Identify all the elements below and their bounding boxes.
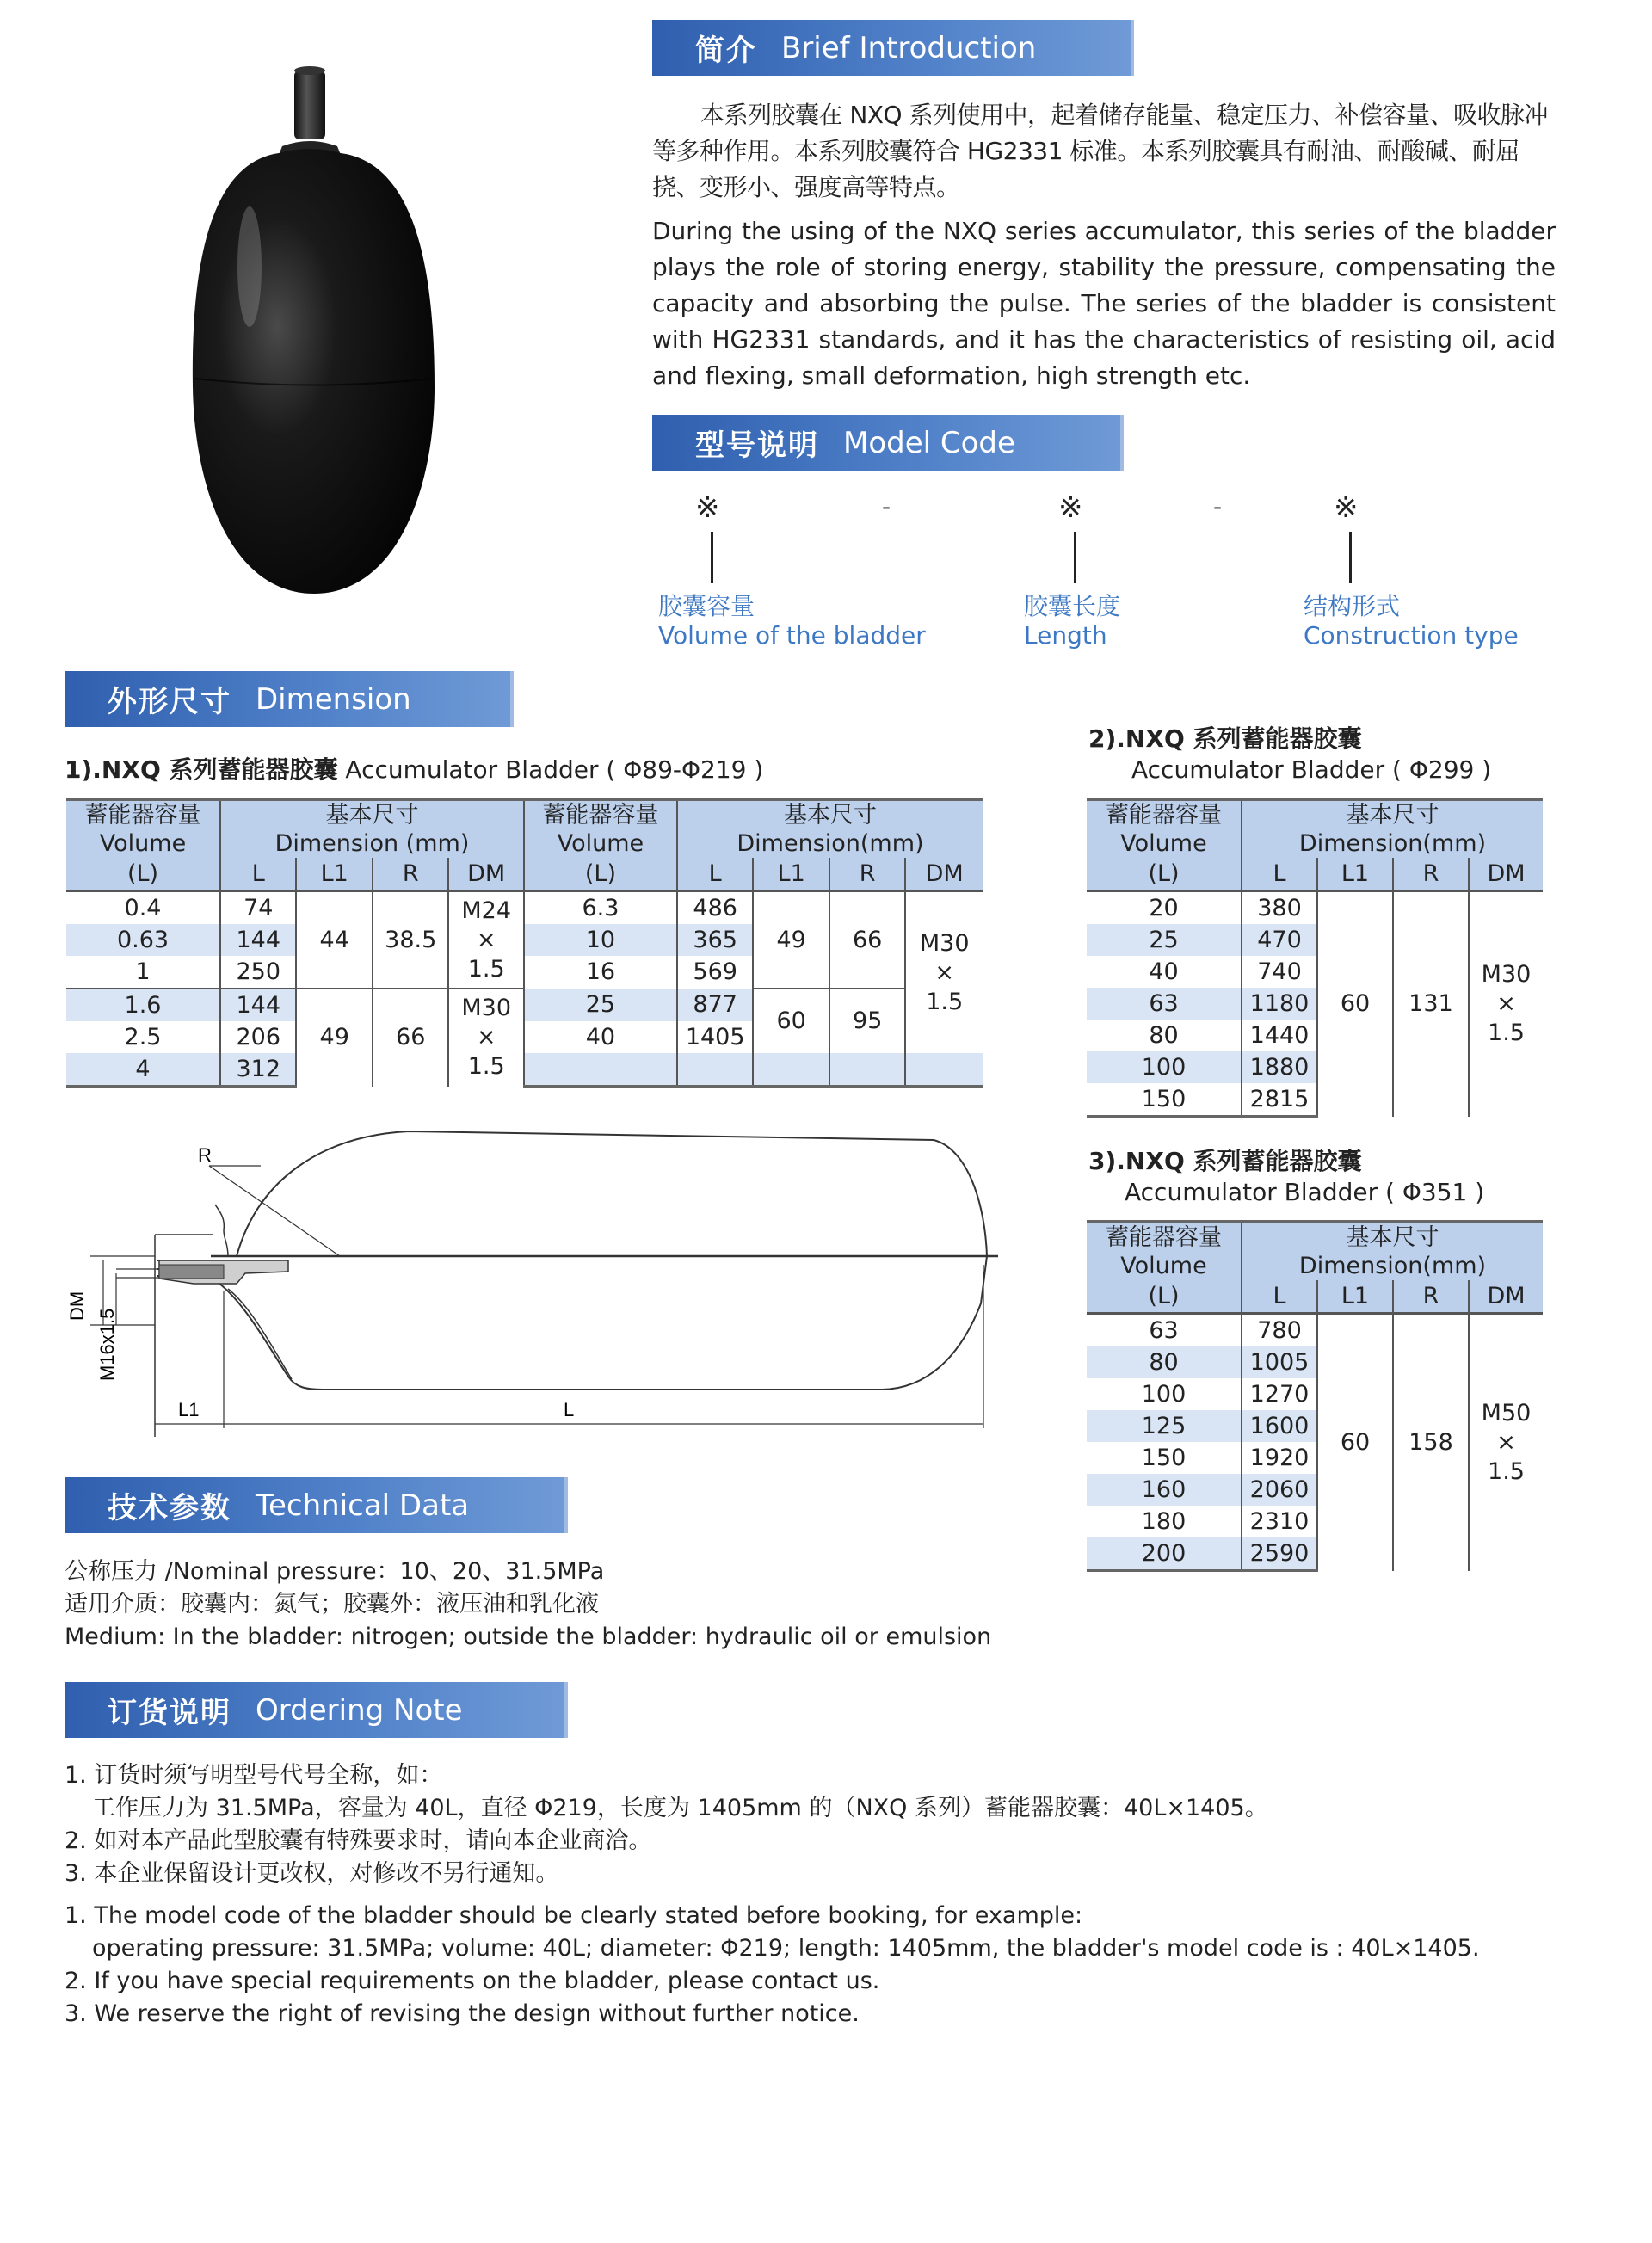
t3-h-volume: 蓄能器容量 Volume xyxy=(1087,1222,1242,1280)
order-zh-line-2: 工作压力为 31.5MPa，容量为 40L，直径 Φ219，长度为 1405mm 的（NXQ 系列）蓄能器胶囊：40L×1405。 xyxy=(92,1795,1268,1821)
bladder-photo xyxy=(172,60,465,602)
t1-h-L1-2: L1 xyxy=(753,858,829,891)
t1-h-DM-2: DM xyxy=(905,858,983,891)
t2-h-basic: 基本尺寸 Dimension(mm) xyxy=(1242,799,1543,858)
t1-cell: 60 xyxy=(753,989,829,1053)
table1-title-zh: 1).NXQ 系列蓄能器胶囊 xyxy=(65,755,338,784)
t1-cell: 10 xyxy=(524,924,677,956)
t3-h-R: R xyxy=(1393,1280,1469,1314)
t1-cell: 66 xyxy=(829,891,905,989)
tech-line-3: Medium: In the bladder: nitrogen; outside the bladder: hydraulic oil or emulsion xyxy=(65,1624,992,1650)
t1-cell: 1405 xyxy=(677,1021,753,1053)
model-code-dash-1: - xyxy=(882,492,891,521)
table3-title xyxy=(1088,1146,1484,1208)
drawing-label-L: L xyxy=(564,1399,575,1420)
t1-cell: 206 xyxy=(220,1021,296,1053)
table-row xyxy=(66,1053,983,1087)
model-code-label-length-en: Length xyxy=(1024,621,1107,650)
table-row xyxy=(66,989,983,1021)
t3-cell: 150 xyxy=(1087,1442,1242,1474)
order-en-line-3: 2. If you have special requirements on the bladder, please contact us. xyxy=(65,1968,880,1994)
model-code-label-volume xyxy=(658,592,926,650)
model-code-label-construction xyxy=(1304,592,1519,650)
intro-paragraph-zh: 本系列胶囊在 NXQ 系列使用中，起着储存能量、稳定压力、补偿容量、吸收脉冲等多种作用。本系列胶囊符合 HG2331 标准。本系列胶囊具有耐油、耐酸碱、耐屈挠、变形小、强度高等特点。 xyxy=(652,101,1548,201)
model-code-label-length xyxy=(1024,592,1120,650)
t1-cell-empty xyxy=(905,1053,983,1087)
model-code-symbol-1: ※ xyxy=(695,490,720,525)
t1-cell-empty xyxy=(753,1053,829,1087)
t2-cell: 20 xyxy=(1087,891,1242,925)
t2-cell: 1440 xyxy=(1242,1020,1317,1051)
model-code-dash-2: - xyxy=(1213,492,1223,521)
model-code-label-construction-en: Construction type xyxy=(1304,621,1519,650)
model-code-line-3 xyxy=(1349,532,1352,583)
t1-h-L: L xyxy=(220,858,296,891)
t1-cell: 2.5 xyxy=(66,1021,220,1053)
t3-cell: 180 xyxy=(1087,1506,1242,1537)
t2-cell: 60 xyxy=(1317,891,1393,1117)
t1-cell: 44 xyxy=(296,891,372,989)
t3-cell: 2590 xyxy=(1242,1537,1317,1571)
t1-cell: 486 xyxy=(677,891,753,925)
t2-h-unit: (L) xyxy=(1087,858,1242,891)
t3-cell: 2060 xyxy=(1242,1474,1317,1506)
t2-cell: 2815 xyxy=(1242,1083,1317,1117)
t3-cell: 160 xyxy=(1087,1474,1242,1506)
intro-paragraph-en: During the using of the NXQ series accumulator, this series of the bladder plays the role of storing energy, stability the pressure, compensating the capacity and absorbing the pulse. The series of the bladder is consistent with HG2331 standards, and it has the characteristics of resisting oil, acid and flexing, small deformation, high strength etc. xyxy=(652,217,1556,390)
t3-cell: M50 × 1.5 xyxy=(1481,1399,1532,1485)
model-code-symbol-3: ※ xyxy=(1334,490,1359,525)
table1-title-en: Accumulator Bladder ( Φ89-Φ219 ) xyxy=(337,755,764,784)
order-zh-line-3: 2. 如对本产品此型胶囊有特殊要求时，请向本企业商洽。 xyxy=(65,1827,652,1854)
table2-title xyxy=(1088,724,1491,786)
t3-h-basic: 基本尺寸 Dimension(mm) xyxy=(1242,1222,1543,1280)
t3-h-L: L xyxy=(1242,1280,1317,1314)
t2-cell: 40 xyxy=(1087,956,1242,988)
tech-line-2: 适用介质：胶囊内：氮气；胶囊外：液压油和乳化液 xyxy=(65,1591,599,1618)
t1-h-basic: 基本尺寸 Dimension (mm) xyxy=(220,799,524,858)
model-code-label-construction-zh: 结构形式 xyxy=(1304,592,1401,620)
t3-cell: 780 xyxy=(1242,1314,1317,1347)
t1-h-basic-2: 基本尺寸 Dimension(mm) xyxy=(677,799,983,858)
t1-cell-empty xyxy=(829,1053,905,1087)
intro-header xyxy=(652,20,1134,76)
t2-h-R: R xyxy=(1393,858,1469,891)
order-en-line-2: operating pressure: 31.5MPa; volume: 40L; diameter: Φ219; length: 1405mm, the bladder's model code is : 40L×1405. xyxy=(92,1935,1480,1962)
t3-cell: 80 xyxy=(1087,1346,1242,1378)
table-row xyxy=(1087,1314,1543,1347)
t1-cell: 74 xyxy=(220,891,296,925)
dimension-header xyxy=(65,671,514,727)
table3-title-en: Accumulator Bladder ( Φ351 ) xyxy=(1125,1178,1485,1206)
model-code-header-en: Model Code xyxy=(843,425,1015,460)
drawing-label-L1: L1 xyxy=(178,1399,200,1420)
t1-h-R: R xyxy=(373,858,448,891)
t3-cell: 63 xyxy=(1087,1314,1242,1347)
t2-h-L1: L1 xyxy=(1317,858,1393,891)
t1-h-volume: 蓄能器容量 Volume xyxy=(66,799,220,858)
bladder-drawing xyxy=(65,1118,1011,1437)
drawing-label-R: R xyxy=(198,1144,212,1166)
t2-h-L: L xyxy=(1242,858,1317,891)
t1-cell: 365 xyxy=(677,924,753,956)
t1-h-L1: L1 xyxy=(296,858,372,891)
t1-cell: 1 xyxy=(66,956,220,989)
drawing-label-DM: DM xyxy=(66,1291,88,1321)
t3-cell: 125 xyxy=(1087,1410,1242,1442)
t1-h-R-2: R xyxy=(829,858,905,891)
table2-title-zh: 2).NXQ 系列蓄能器胶囊 xyxy=(1088,724,1362,753)
order-header-zh: 订货说明 xyxy=(108,1696,231,1730)
model-code-label-length-zh: 胶囊长度 xyxy=(1024,592,1121,620)
table2-title-en: Accumulator Bladder ( Φ299 ) xyxy=(1131,755,1492,784)
t1-cell: 40 xyxy=(524,1021,677,1053)
model-code-line-1 xyxy=(711,532,713,583)
dimension-header-zh: 外形尺寸 xyxy=(108,685,231,719)
t1-cell: 877 xyxy=(677,989,753,1021)
order-header-en: Ordering Note xyxy=(256,1692,463,1728)
t1-cell: M24 × 1.5 xyxy=(448,891,523,989)
t3-cell: 60 xyxy=(1317,1314,1393,1571)
intro-header-en: Brief Introduction xyxy=(781,30,1037,65)
t1-cell: 25 xyxy=(524,989,677,1021)
t3-cell: 2310 xyxy=(1242,1506,1317,1537)
t1-cell: 16 xyxy=(524,956,677,989)
model-code-header-zh: 型号说明 xyxy=(695,428,819,463)
t2-cell: M30 × 1.5 xyxy=(1481,961,1532,1047)
t3-h-unit: (L) xyxy=(1087,1280,1242,1314)
model-code-line-2 xyxy=(1074,532,1076,583)
t1-h-unit: (L) xyxy=(66,858,220,891)
t3-h-DM: DM xyxy=(1469,1280,1543,1314)
order-zh-line-4: 3. 本企业保留设计更改权，对修改不另行通知。 xyxy=(65,1860,559,1887)
tech-header xyxy=(65,1477,568,1533)
t1-cell-empty xyxy=(677,1053,753,1087)
model-code-label-volume-en: Volume of the bladder xyxy=(658,621,926,650)
t1-cell: 250 xyxy=(220,956,296,989)
table3-title-zh: 3).NXQ 系列蓄能器胶囊 xyxy=(1088,1147,1362,1175)
t1-cell: 95 xyxy=(829,989,905,1053)
t1-cell: M30 × 1.5 xyxy=(448,989,523,1087)
table3 xyxy=(1087,1220,1543,1572)
t1-cell: 6.3 xyxy=(524,891,677,925)
t2-cell: 150 xyxy=(1087,1083,1242,1117)
order-zh-line-1: 1. 订货时须写明型号代号全称，如： xyxy=(65,1762,443,1789)
t1-cell: M30 × 1.5 xyxy=(919,929,970,1015)
t1-cell-empty xyxy=(524,1053,677,1087)
t1-cell: 4 xyxy=(66,1053,220,1087)
t2-h-volume: 蓄能器容量 Volume xyxy=(1087,799,1242,858)
t3-cell: 1270 xyxy=(1242,1378,1317,1410)
t3-cell: 158 xyxy=(1393,1314,1469,1571)
t1-cell: 1.6 xyxy=(66,989,220,1021)
t1-cell: 0.63 xyxy=(66,924,220,956)
t2-cell: 63 xyxy=(1087,988,1242,1020)
t3-cell: 1600 xyxy=(1242,1410,1317,1442)
t2-cell: 380 xyxy=(1242,891,1317,925)
t1-h-volume-2: 蓄能器容量 Volume xyxy=(524,799,677,858)
t2-cell: 131 xyxy=(1393,891,1469,1117)
model-code-label-volume-zh: 胶囊容量 xyxy=(658,592,755,620)
t1-cell: 49 xyxy=(296,989,372,1087)
t2-cell: 740 xyxy=(1242,956,1317,988)
t1-cell: 0.4 xyxy=(66,891,220,925)
t3-cell: 100 xyxy=(1087,1378,1242,1410)
t3-cell: 200 xyxy=(1087,1537,1242,1571)
table1-title xyxy=(65,751,763,786)
t1-cell: 144 xyxy=(220,989,296,1021)
t3-cell: 1920 xyxy=(1242,1442,1317,1474)
model-code-header xyxy=(652,415,1124,471)
t1-cell: 569 xyxy=(677,956,753,989)
t2-cell: 25 xyxy=(1087,924,1242,956)
model-code-symbol-2: ※ xyxy=(1058,490,1083,525)
tech-line-1: 公称压力 /Nominal pressure：10、20、31.5MPa xyxy=(65,1558,605,1585)
t3-h-L1: L1 xyxy=(1317,1280,1393,1314)
table-row xyxy=(66,891,983,925)
tech-header-en: Technical Data xyxy=(256,1488,470,1523)
tech-header-zh: 技术参数 xyxy=(108,1491,231,1525)
t2-cell: 1880 xyxy=(1242,1051,1317,1083)
t2-cell: 100 xyxy=(1087,1051,1242,1083)
order-en-line-4: 3. We reserve the right of revising the design without further notice. xyxy=(65,2000,860,2027)
t1-h-L-2: L xyxy=(677,858,753,891)
table-row xyxy=(1087,891,1543,925)
drawing-label-M16: M16x1.5 xyxy=(96,1308,118,1381)
t1-h-unit-2: (L) xyxy=(524,858,677,891)
t2-cell: 1180 xyxy=(1242,988,1317,1020)
table1 xyxy=(66,798,983,1088)
t1-h-DM: DM xyxy=(448,858,523,891)
order-en-line-1: 1. The model code of the bladder should be clearly stated before booking, for example: xyxy=(65,1902,1083,1929)
t1-cell: 49 xyxy=(753,891,829,989)
t1-cell: 144 xyxy=(220,924,296,956)
t1-cell: 312 xyxy=(220,1053,296,1087)
table2 xyxy=(1087,798,1543,1118)
t1-cell: 66 xyxy=(373,989,448,1087)
t2-cell: 80 xyxy=(1087,1020,1242,1051)
t1-cell: 38.5 xyxy=(373,891,448,989)
t3-cell: 1005 xyxy=(1242,1346,1317,1378)
order-header xyxy=(65,1682,568,1738)
t2-cell: 470 xyxy=(1242,924,1317,956)
t2-h-DM: DM xyxy=(1469,858,1543,891)
intro-header-zh: 简介 xyxy=(695,34,757,68)
dimension-header-en: Dimension xyxy=(256,681,411,717)
